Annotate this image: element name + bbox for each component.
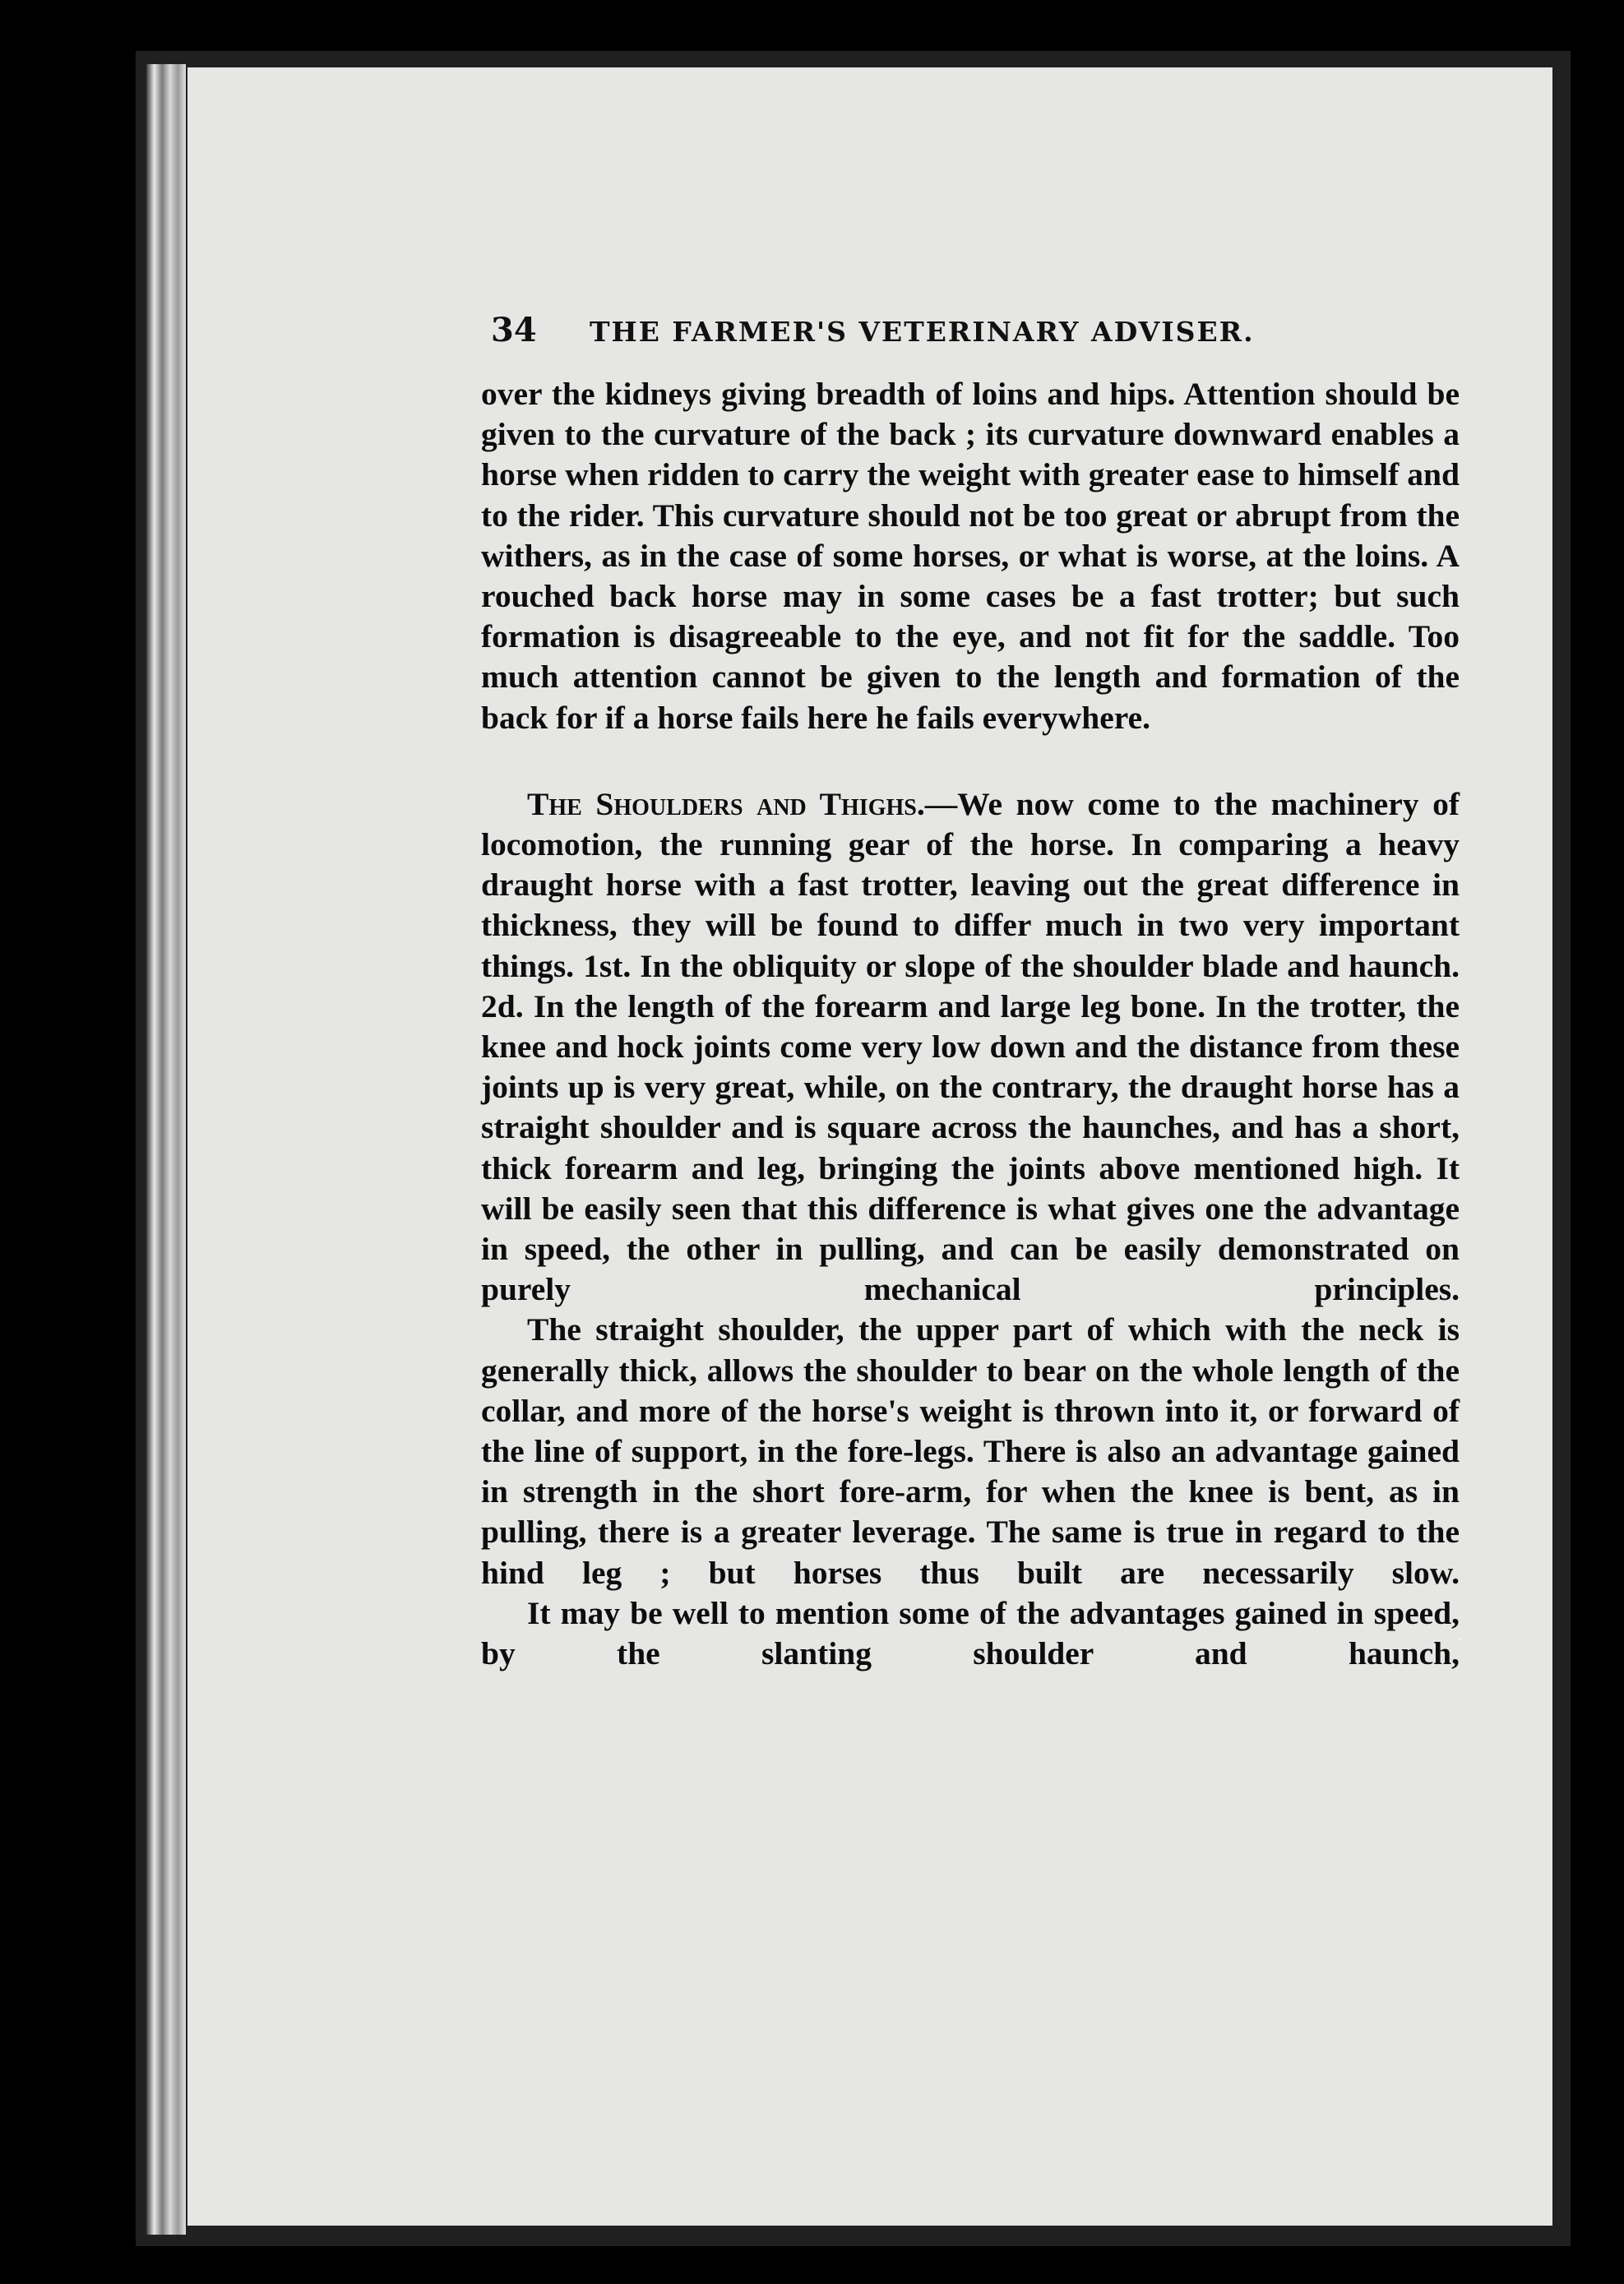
book-title: THE FARMER'S VETERINARY ADVISER. — [590, 316, 1255, 348]
page-number: 34 — [491, 311, 537, 349]
paragraph-text: —We now come to the machinery of locomotion, the running gear of the horse. In comparing a heavy draught horse with a fast trotter, leaving out the great difference in thickness, they will be found to differ much in two very important things. 1st. In the obliquity or slope of the shoulder blade and haunch. 2d. In the length of the forearm and large leg bone. In the trotter, the knee and hock joints come very low down and the distance from these joints up is very great, while, on the contrary, the draught horse has a straight shoulder and is square across the haunches, and has a short, thick forearm and leg, bringing the joints above mentioned high. It will be easily seen that this difference is what gives one the advantage in speed, the other in pulling, and can be easily demonstrated on purely mechanical principles. — [481, 785, 1460, 1308]
body-text — [481, 374, 1460, 1674]
paragraph — [481, 784, 1460, 1311]
paragraph: It may be well to mention some of the advantages gained in speed, by the slanting shoulder and haunch, — [481, 1594, 1460, 1672]
paragraph: The straight shoulder, the upper part of which with the neck is generally thick, allows the shoulder to bear on the whole length of the collar, and more of the horse's weight is thrown into it, or forward of the line of support, in the fore-legs. There is also an advantage gained in strength in the short fore-arm, for when the knee is bent, as in pulling, there is a greater leverage. The same is true in regard to the hind leg ; but horses thus built are necessarily slow. — [481, 1311, 1460, 1591]
page-edge — [146, 64, 186, 2235]
running-head — [491, 311, 1330, 360]
paragraph: over the kidneys giving breadth of loins and hips. Attention should be given to the curvature of the back ; its curvature downward enables a horse when ridden to carry the weight with greater ease to himself and to the rider. This curvature should not be too great or abrupt from the withers, as in the case of some horses, or what is worse, at the loins. A rouched back horse may in some cases be a fast trotter; but such formation is disagreeable to the eye, and not fit for the saddle. Too much attention cannot be given to the length and formation of the back for if a horse fails here he fails everywhere. — [481, 376, 1460, 736]
paragraph-gap — [481, 738, 1460, 784]
section-heading: The Shoulders and Thighs. — [527, 785, 925, 822]
